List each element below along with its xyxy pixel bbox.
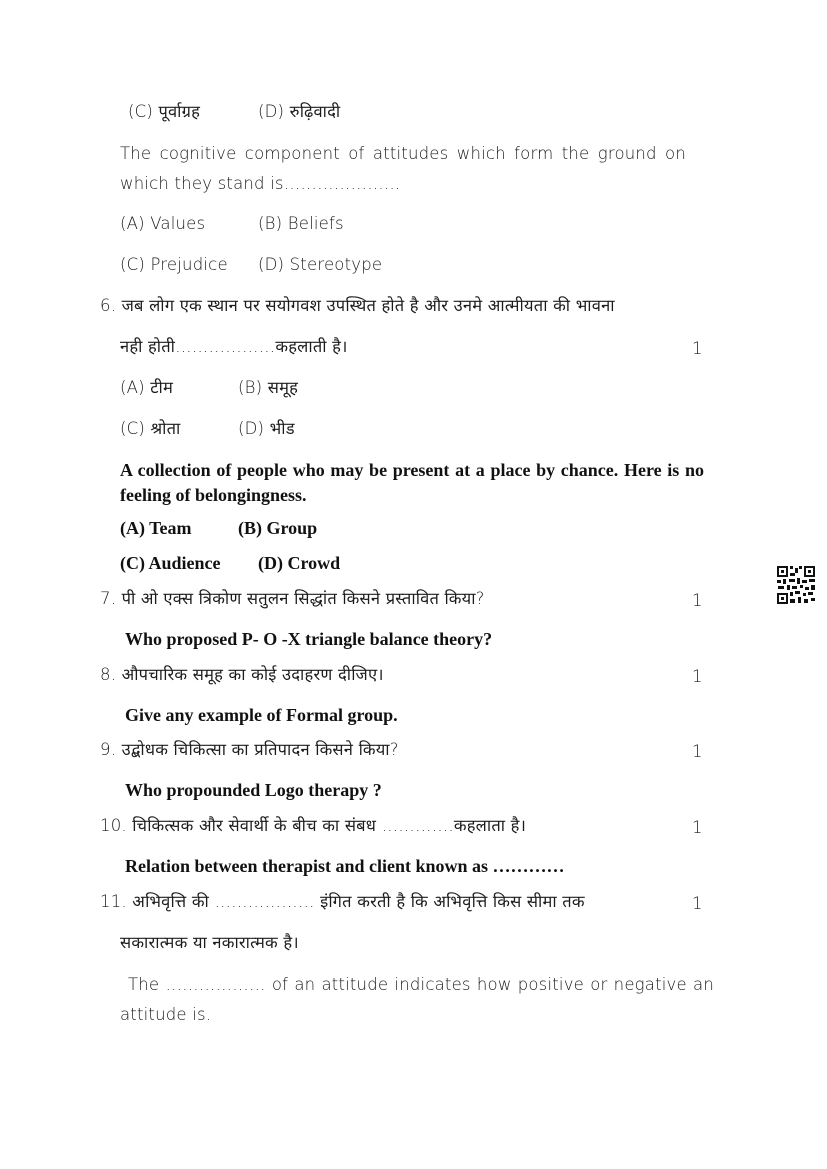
q11-question-hindi-line1: 11. अभिवृत्ति की ……………… इंगित करती है कि अभिवृत्ति किस सीमा तक xyxy=(100,892,585,911)
q5-option-c-hindi: (C) पूर्वाग्रह xyxy=(128,102,201,121)
q10-question-hindi: 10. चिकित्सक और सेवार्थी के बीच का संबध ………….कहलाता है। xyxy=(100,816,527,835)
q9-question-english: Who propounded Logo therapy ? xyxy=(125,780,382,800)
q9-marks: 1 xyxy=(692,742,703,761)
q8-question-english: Give any example of Formal group. xyxy=(125,705,398,725)
q5-option-a-english: (A) Values xyxy=(120,214,206,233)
q11-marks: 1 xyxy=(692,894,703,913)
q11-question-hindi-line2: सकारात्मक या नकारात्मक है। xyxy=(120,933,299,952)
q8-marks: 1 xyxy=(692,667,703,686)
q6-question-hindi-line1: 6. जब लोग एक स्थान पर सयोगवश उपस्थित होते है और उनमे आत्मीयता की भावना xyxy=(100,296,615,315)
q8-question-hindi: 8. औपचारिक समूह का कोई उदाहरण दीजिए। xyxy=(100,665,384,684)
q6-option-a-hindi: (A) टीम xyxy=(120,378,174,397)
q11-question-english: The ……………… of an attitude indicates how positive or negative an attitude is. xyxy=(120,975,714,1024)
q10-question-english: Relation between therapist and client known as ………… xyxy=(125,856,565,876)
q6-option-d-english: (D) Crowd xyxy=(258,553,341,573)
q5-option-c-english: (C) Prejudice xyxy=(120,255,228,274)
q6-question-hindi-line2: नही होती………………कहलाती है। xyxy=(120,337,348,356)
q6-option-c-english: (C) Audience xyxy=(120,553,221,573)
q6-option-b-hindi: (B) समूह xyxy=(238,378,299,397)
q6-question-english: A collection of people who may be present at a place by chance. Here is no feeling of belongingness. xyxy=(120,460,704,505)
q5-option-d-hindi: (D) रुढ़िवादी xyxy=(258,102,341,121)
q6-option-a-english: (A) Team xyxy=(120,518,192,538)
q6-option-b-english: (B) Group xyxy=(238,518,318,538)
qr-code-icon xyxy=(776,565,816,605)
q5-option-d-english: (D) Stereotype xyxy=(258,255,383,274)
q5-option-b-english: (B) Beliefs xyxy=(258,214,344,233)
q9-question-hindi: 9. उद्बोधक चिकित्सा का प्रतिपादन किसने किया? xyxy=(100,740,399,759)
q6-marks: 1 xyxy=(692,339,703,358)
q7-question-hindi: 7. पी ओ एक्स त्रिकोण सतुलन सिद्धांत किसने प्रस्तावित किया? xyxy=(100,589,485,608)
q6-option-d-hindi: (D) भीड xyxy=(238,419,295,438)
q10-marks: 1 xyxy=(692,818,703,837)
q7-question-english: Who proposed P- O -X triangle balance theory? xyxy=(125,629,493,649)
q7-marks: 1 xyxy=(692,591,703,610)
q6-option-c-hindi: (C) श्रोता xyxy=(120,419,181,438)
q5-question-english: The cognitive component of attitudes which form the ground on which they stand is………………… xyxy=(120,144,686,193)
